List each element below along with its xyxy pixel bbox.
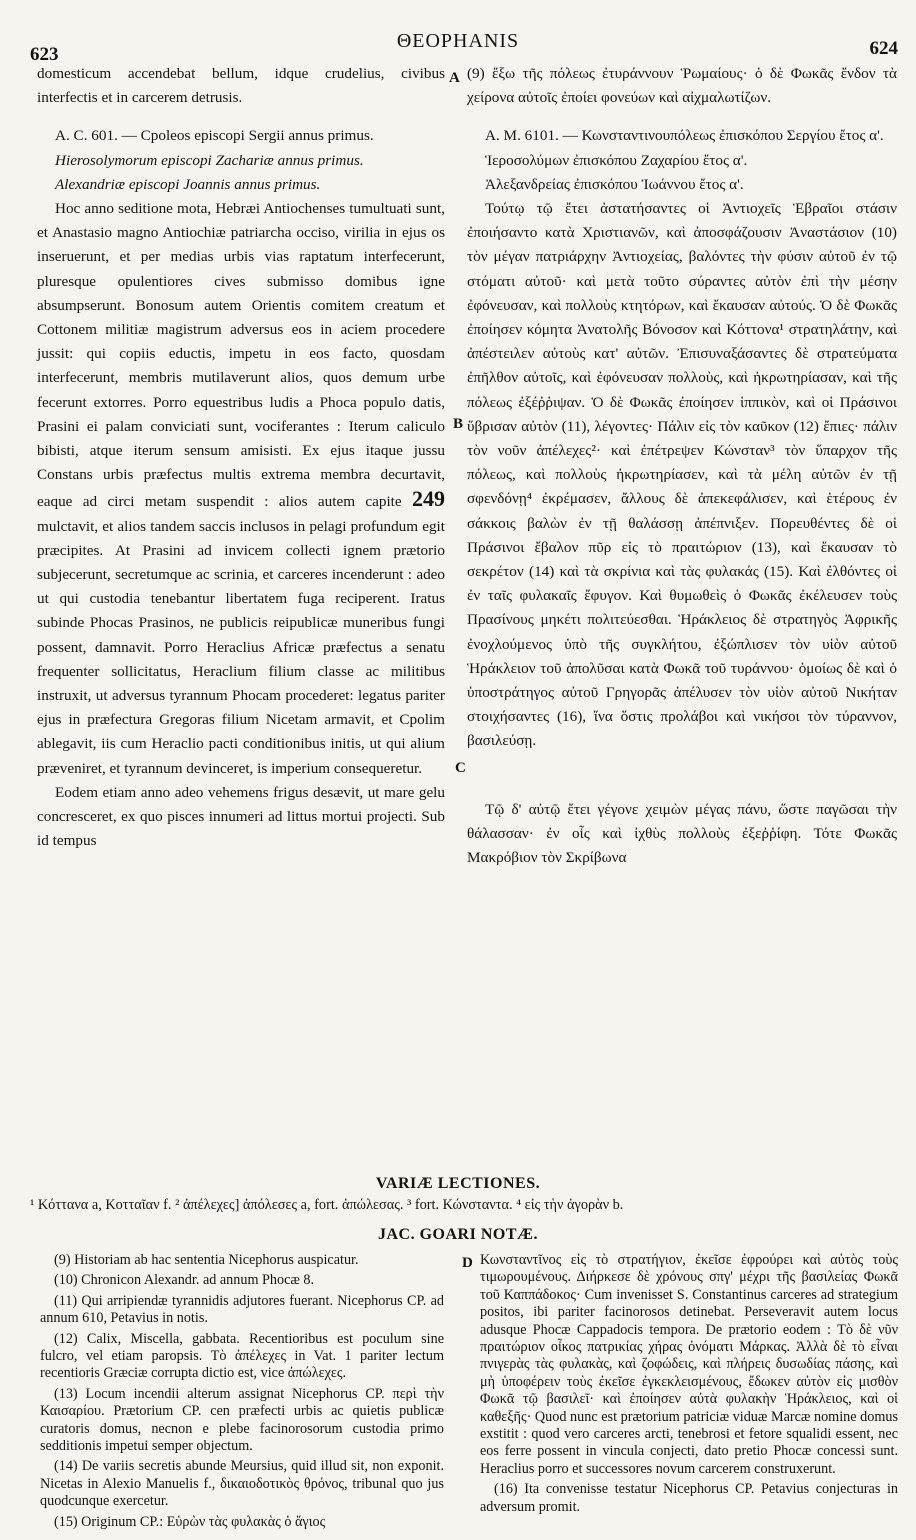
footnote: (13) Locum incendii alterum assignat Nicephorus CP. περὶ τὴν Καισαρίου. Prætorium CP. cen præfecti urbis ac quietis publicæ curatoris domus, necnon e plebe facinorosorum custodia primo sedditionis impetui semper objectum.	[40, 1385, 444, 1455]
greek-bishop-line: Ἀλεξανδρείας ἐπισκόπου Ἰωάννου ἔτος α'.	[485, 175, 744, 193]
footnote: (9) Historiam ab hac sententia Nicephorus auspicatur.	[54, 1252, 359, 1268]
page-number-left: 623	[30, 44, 59, 65]
latin-text: Hoc anno seditione mota, Hebræi Antiochenses tumultuati sunt, et Anastasio magno Antiochiæ patriarcha occiso, virilia in ejus os inseruerunt, et per medias urbis vias raptatum interfecerunt, pluresque opulentiores cives submisso domibus igne absumpserunt. Bonosum autem Orientis comitem creatum et Cottonem militiæ magistrum adversus eos in aciem procedere jussit: qui copiis eductis, impetu in eos facto, quosdam interfecerunt, membris mutilaverunt alios, quos demum urbe fecerunt extorres. Porro equestribus ludis a Phoca populo datis, Prasini ei palam conviciati sunt, vociferantes : Iterum caliculo bibisti, atque iterum sensum amisisti. Ex ejus itaque jussu Constans urbis præfectus multis extrema membra decurtavit, eaque ad circi metam suspendit : alios autem capite	[37, 200, 445, 511]
latin-bishop-line: Alexandriæ episcopi Joannis annus primus.	[55, 175, 321, 193]
greek-paragraph: (9) ἔξω τῆς πόλεως ἐτυράννουν Ῥωμαίους· ὁ δὲ Φωκᾶς ἔνδον τὰ χείρονα αὐτοῖς ἐποίει φονεύων καὶ αἰχμαλωτίζων.	[467, 65, 897, 107]
inline-page-number: 249	[412, 486, 446, 512]
latin-paragraph: Eodem etiam anno adeo vehemens frigus desævit, ut mare gelu concresceret, ex quo pisces innumeri ad littus mortui projecti. Sub id tempus	[37, 783, 445, 850]
latin-year-heading: A. C. 601. — Cpoleos episcopi Sergii annus primus.	[55, 127, 374, 145]
footnote: (15) Originum CP.: Εὑρὼν τὰς φυλακὰς ὁ ἅγιος	[54, 1513, 326, 1530]
latin-column	[37, 62, 445, 854]
greek-paragraph: Τούτῳ τῷ ἔτει ἀστατήσαντες οἱ Ἀντιοχεῖς Ἑβραῖοι στάσιν ἐποιήσαντο κατὰ Χριστιανῶν, καὶ ἀποσφάζουσιν Ἀναστάσιον (10) τὸν μέγαν πατριάρχην Ἀντιοχείας, βαλόντες τὴν φύσιν αὐτοῦ ἐν τῷ στόματι αὐτοῦ· καὶ μετὰ τοῦτο σύραντες αὐτὸν ἐπὶ τὴν μέσην ἐφόνευσαν, καὶ πολλοὺς κτητόρων, καὶ ἔκαυσαν αὐτούς. Ὁ δὲ Φωκᾶς ἐποίησεν κόμητα Ἀνατολῆς Βόνοσον καὶ Κόττονα¹ στρατηλάτην, καὶ ἀπέστειλεν αὐτοὺς κατ' αὐτῶν. Ἐπισυναξάσαντες δὲ στρατεύματα ἐπῆλθον αὐτοῖς, καὶ ἐφόνευσαν πολλοὺς, καὶ ἠκρωτηρίασαν, καὶ τῆς πόλεως ἐξέῤῥιψαν. Ὁ δὲ Φωκᾶς ἐποίησεν ἱππικὸν, καὶ οἱ Πράσινοι ὕβρισαν αὐτὸν (11), λέγοντες· Πάλιν εἰς τὸν καῦκον (12) ἔπιες· πάλιν τὸν νοῦν ἀπέλεχες²· καὶ ἐπέτρεψεν Κώνσταν³ τὸν ὕπαρχον τῆς πόλεως, καὶ πολλοὺς ἠκρωτηρίασεν, καὶ τὰ μέλη αὐτῶν ἐν τῇ σφενδόνῃ⁴ ἐκρέμασεν, ἄλλους δὲ ἀπεκεφάλισεν, καὶ ἑτέρους ἐν σάκκοις βαλὼν ἐν τῇ θαλάσσῃ ἀπέπνιξεν. Πορευθέντες δὲ οἱ Πράσινοι ἔβαλον πῦρ εἰς τὸ πραιτώριον (13), καὶ ἔκαυσαν τὸ σεκρέτον (14) καὶ τὰ σκρίνια καὶ τὰς φυλακάς (15). Καὶ ἐλθόντες οἱ ἐν ταῖς φυλακαῖς ἔφυγον. Καὶ θυμωθεὶς ὁ Φωκᾶς ἐκέλευσεν τοὺς Πρασίνους μηκέτι πολιτεύεσθαι. Ἡράκλειος δὲ στρατηγὸς Ἀφρικῆς ἐνοχλούμενος ὑπὸ τῆς συγκλήτου, ἐξώπλισεν τὸν υἱὸν αὐτοῦ Ἡράκλειον τοῦ ἀπολῦσαι κατὰ Φωκᾶ τοῦ τυράννου· ὁμοίως δὲ καὶ ὁ ὑποστράτηγος αὐτοῦ Γρηγορᾶς ἀπέλυσεν τὸν υἱὸν αὐτοῦ Νικήταν στοιχήσαντες (16), ἵνα ὅστις προλάβοι καὶ νικήσοι τὸν τύραννον, βασιλεύσῃ.	[467, 200, 897, 750]
footnote: Κωνσταντῖνος εἰς τὸ στρατήγιον, ἐκεῖσε ἐφρούρει καὶ αὐτὸς τοὺς τιμωρουμένους. Διήρκεσε δὲ χρόνους σπγ' μέχρι τῆς βασιλείας Φωκᾶ τοῦ Καππάδοκος· Cum invenisset S. Constantinus carceres ad strategium positos, ibi pariter facinorosos detinebat. Perseveravit autem locus adusque Phocæ Cappadocis tempora. De prætorio eodem : Τὸ δὲ νῦν πραιτώριον οἶκος πατρικίας χήρας ὀνόματι Μάρκας. Ἀλλὰ δὲ τὸ εἶναι πνιγερὰς τὰς φυλακὰς, καὶ ζοφώδεις, καὶ πλήρεις δυσωδίας πάσης, καὶ μὴ ὑποφέρειν τοὺς ἐκεῖσε ἐγκεκλεισμένους, ἔδωκεν αὐτὸν εἰς μισθὸν Φωκᾶ τῷ βασιλεῖ· καὶ ἐποίησεν αὐτὰ φυλακὴν Ἡράκλειος, καὶ οἱ καθεξῆς· Quod nunc est prætorium patriciæ viduæ Marcæ nomine domus exstitit : quod vero carceres arcti, tenebrosi et fetore squalidi essent, nec eos ferre possent in vincula conjecti, dato pretio Phocæ concessi sunt. Heraclius porro et successores novum carcerem construxerunt.	[480, 1252, 898, 1477]
footnote: (12) Calix, Miscella, gabbata. Recentioribus est poculum sine fulcro, vel etiam paropsis. Τὸ ἀπέλεχες in Vat. 1 pariter lectum recentioris Græciæ corrupta dictio est, vice ἀπώλεχες.	[40, 1330, 444, 1382]
margin-letter-d: D	[462, 1255, 473, 1271]
margin-letter-c: C	[455, 760, 466, 776]
notes-heading: JAC. GOARI NOTÆ.	[377, 1226, 538, 1243]
greek-year-heading: A. M. 6101. — Κωνσταντινουπόλεως ἐπισκόπου Σεργίου ἔτος α'.	[485, 127, 884, 145]
page-number-right: 624	[869, 38, 898, 59]
latin-bishop-line: Hierosolymorum episcopi Zachariæ annus primus.	[55, 151, 364, 169]
variae-lectiones-heading: VARIÆ LECTIONES.	[375, 1175, 541, 1192]
running-header	[0, 30, 916, 65]
margin-letter-b: B	[453, 416, 464, 432]
footnote: (14) De variis secretis abunde Meursius, quid illud sit, non exponit. Nicetas in Alexio Manuelis f., δικαιοδοτικὸς θρόνος, tribunal quo jus quodcunque exercetur.	[40, 1458, 444, 1510]
running-title: ΘΕΟΡΗΑΝΙS	[396, 30, 520, 52]
greek-bishop-line: Ἱεροσολύμων ἐπισκόπου Ζαχαρίου ἔτος α'.	[485, 151, 748, 169]
greek-column	[467, 62, 897, 870]
notes-left-column	[40, 1252, 444, 1534]
footnote: (11) Qui arripiendæ tyrannidis adjutores fuerant. Nicephorus CP. ad annum 610, Petavius in notis.	[40, 1292, 444, 1327]
latin-paragraph	[37, 197, 445, 781]
footnote: (16) Ita convenisse testatur Nicephorus CP. Petavius conjecturas in adversum promit.	[480, 1481, 898, 1515]
latin-paragraph: domesticum accendebat bellum, idque crudelius, civibus interfectis et in carcerem detrusis.	[37, 65, 445, 107]
variae-lectiones-line: ¹ Κόττανα a, Κοτταῖαν f. ² ἀπέλεχες] ἀπόλεσες a, fort. ἀπώλεσας. ³ fort. Κώνσταντα. ⁴ εἰς τὴν ἀγορὰν b.	[30, 1197, 624, 1213]
latin-text: mulctavit, et alios tandem saccis inclusos in pelagi profundum egit præcipites. At Prasini ad invicem collecti ignem prætorio subjecerunt, secretumque ac scrinia, et carceres incenderunt : adeo ut qui custodia tenebantur libertatem fuga reciperent. Iratus subinde Phocas Prasinos, ne publicis reipublicæ muneribus fungi possent, damnavit. Porro Heraclius Africæ præfectus a senatu frequenter sollicitatus, Heraclium filium classe ac militibus instruxit, ut adversus tyrannum Phocam procederet: legatus pariter ejus in præfectura Gregoras filium Nicetam armavit, et Cpolim ablegavit, iis cum Heraclio pacti conditionibus initis, ut qui alium præveniret, et tyrannum devinceret, is imperium consequeretur.	[37, 517, 445, 777]
footnote: (10) Chronicon Alexandr. ad annum Phocæ 8.	[54, 1272, 315, 1289]
margin-letter-a: A	[449, 70, 460, 86]
notes-right-column	[480, 1252, 898, 1519]
greek-paragraph: Τῷ δ' αὐτῷ ἔτει γέγονε χειμὼν μέγας πάνυ, ὥστε παγῶσαι τὴν θάλασσαν· ἐν οἷς καὶ ἰχθὺς πολλοὺς ἐξεῤῥίφη. Τότε Φωκᾶς Μακρόβιον τὸν Σκρίβωνα	[467, 800, 897, 867]
